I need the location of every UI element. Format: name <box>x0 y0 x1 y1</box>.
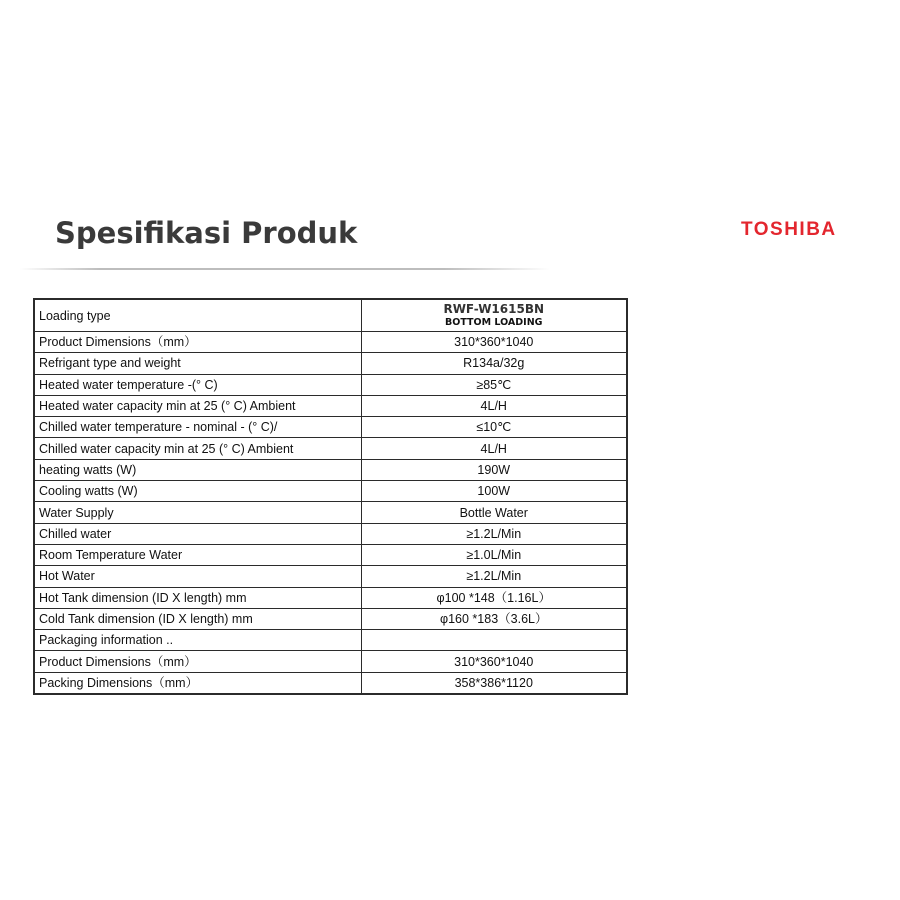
spec-value <box>361 630 627 651</box>
table-row <box>34 459 627 480</box>
spec-label: Hot Water <box>34 566 361 587</box>
table-row <box>34 544 627 565</box>
table-row <box>34 587 627 608</box>
spec-value: ≥1.2L/Min <box>361 523 627 544</box>
spec-table-body <box>34 299 627 694</box>
spec-value: 358*386*1120 <box>361 672 627 694</box>
spec-value: 4L/H <box>361 438 627 459</box>
table-row <box>34 332 627 353</box>
spec-label: Product Dimensions（mm） <box>34 332 361 353</box>
table-row <box>34 395 627 416</box>
table-row <box>34 672 627 694</box>
spec-value: 100W <box>361 481 627 502</box>
table-row <box>34 630 627 651</box>
spec-label: Packaging information .. <box>34 630 361 651</box>
spec-label: Chilled water <box>34 523 361 544</box>
spec-value: 310*360*1040 <box>361 332 627 353</box>
spec-label: heating watts (W) <box>34 459 361 480</box>
table-row <box>34 374 627 395</box>
title-divider <box>20 268 550 270</box>
spec-label: Water Supply <box>34 502 361 523</box>
spec-value: φ100 *148（1.16L） <box>361 587 627 608</box>
table-row <box>34 566 627 587</box>
model-loading-type: BOTTOM LOADING <box>445 317 543 328</box>
spec-label: Heated water capacity min at 25 (° C) Ambient <box>34 395 361 416</box>
spec-label: Packing Dimensions（mm） <box>34 672 361 694</box>
table-row <box>34 608 627 629</box>
spec-table <box>33 298 628 695</box>
table-row <box>34 438 627 459</box>
table-row <box>34 481 627 502</box>
table-row <box>34 523 627 544</box>
spec-label: Room Temperature Water <box>34 544 361 565</box>
spec-value: ≥1.0L/Min <box>361 544 627 565</box>
spec-label: Product Dimensions（mm） <box>34 651 361 672</box>
table-row <box>34 502 627 523</box>
spec-value: 190W <box>361 459 627 480</box>
table-row <box>34 353 627 374</box>
spec-value: φ160 *183（3.6L） <box>361 608 627 629</box>
spec-label: Cooling watts (W) <box>34 481 361 502</box>
table-header-row <box>34 299 627 332</box>
spec-label: Cold Tank dimension (ID X length) mm <box>34 608 361 629</box>
table-row <box>34 651 627 672</box>
spec-value: ≥1.2L/Min <box>361 566 627 587</box>
spec-value: 310*360*1040 <box>361 651 627 672</box>
page-title: Spesifikasi Produk <box>55 216 358 250</box>
loading-type-label: Loading type <box>34 299 361 332</box>
spec-value: R134a/32g <box>361 353 627 374</box>
spec-label: Refrigant type and weight <box>34 353 361 374</box>
model-name: RWF-W1615BN <box>443 302 545 316</box>
spec-value: ≤10℃ <box>361 417 627 438</box>
brand-logo: TOSHIBA <box>741 219 837 240</box>
spec-label: Hot Tank dimension (ID X length) mm <box>34 587 361 608</box>
spec-label: Chilled water capacity min at 25 (° C) Ambient <box>34 438 361 459</box>
table-row <box>34 417 627 438</box>
spec-value: Bottle Water <box>361 502 627 523</box>
spec-label: Chilled water temperature - nominal - (° C)/ <box>34 417 361 438</box>
spec-label: Heated water temperature -(° C) <box>34 374 361 395</box>
model-cell <box>361 299 627 332</box>
spec-value: ≥85℃ <box>361 374 627 395</box>
spec-value: 4L/H <box>361 395 627 416</box>
